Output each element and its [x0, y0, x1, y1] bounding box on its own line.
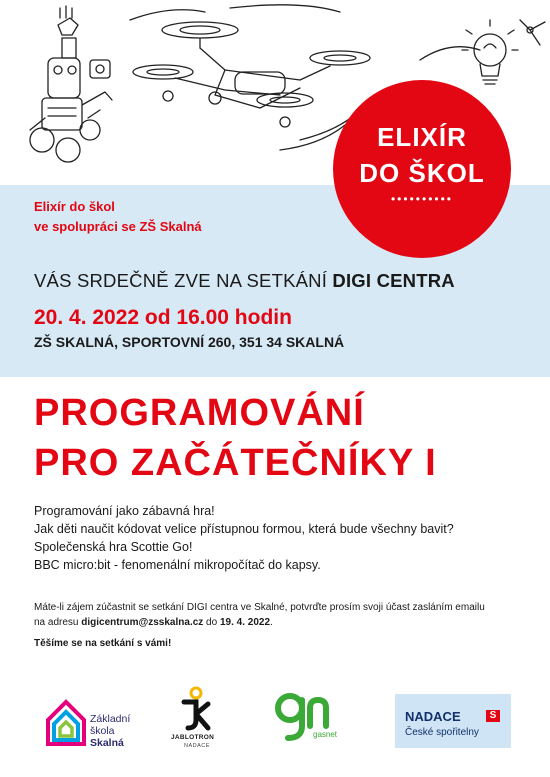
drone-icon — [133, 22, 370, 127]
invitation-highlight: DIGI CENTRA — [332, 270, 455, 291]
description-line: Jak děti naučit kódovat velice přístupnou formou, která bude všechny bavit? — [34, 522, 454, 536]
lightbulb-icon — [462, 20, 518, 84]
closing-text: Těšíme se na setkání s vámi! — [34, 638, 172, 649]
title-line1: PROGRAMOVÁNÍ — [34, 392, 365, 434]
nadace-logo-line1: NADACE — [405, 709, 461, 724]
registration-deadline: 19. 4. 2022 — [219, 617, 271, 628]
robot-icon — [30, 6, 112, 162]
event-address: ZŠ SKALNÁ, SPORTOVNÍ 260, 351 34 SKALNÁ — [34, 334, 345, 350]
jablotron-logo-icon — [178, 686, 212, 732]
badge-line2: DO ŠKOL — [359, 158, 485, 188]
organizer-line1: Elixír do škol — [34, 199, 115, 214]
nadace-logo-line2: České spořitelny — [405, 727, 479, 738]
registration-email[interactable]: digicentrum@zsskalna.cz — [81, 617, 204, 628]
school-logo-line1: Základní — [90, 713, 131, 725]
title-line2: PRO ZAČÁTEČNÍKY I — [34, 442, 437, 484]
description-line: Programování jako zábavná hra! — [34, 504, 215, 518]
jablotron-logo-line1: JABLOTRON — [171, 734, 215, 741]
nadace-s-icon: S — [486, 710, 500, 722]
invitation-text — [34, 270, 455, 292]
propeller-icon — [520, 20, 545, 45]
event-datetime: 20. 4. 2022 od 16.00 hodin — [34, 306, 292, 329]
registration-prefix: na adresu — [34, 617, 82, 628]
badge-dots: •••••••••• — [390, 192, 453, 206]
registration-suffix: . — [270, 617, 273, 628]
organizer-line2: ve spolupráci se ZŠ Skalná — [34, 219, 202, 234]
registration-note — [34, 600, 485, 630]
description-line: BBC micro:bit - fenomenální mikropočítač do kapsy. — [34, 558, 321, 572]
school-logo-line3: Skalná — [90, 737, 124, 749]
school-logo-line2: škola — [90, 725, 115, 737]
description — [34, 502, 454, 574]
elixir-badge — [333, 80, 511, 258]
invitation-prefix: VÁS SRDEČNĚ ZVE NA SETKÁNÍ — [34, 270, 333, 291]
registration-middle: do — [203, 617, 220, 628]
jablotron-logo-line2: NADACE — [184, 743, 210, 749]
description-line: Společenská hra Scottie Go! — [34, 540, 193, 554]
gasnet-logo-text: gasnet — [313, 730, 338, 739]
badge-line1: ELIXÍR — [377, 122, 467, 152]
school-logo-icon — [44, 696, 88, 748]
registration-line2 — [34, 615, 485, 630]
registration-line1: Máte-li zájem zúčastnit se setkání DIGI centra ve Skalné, potvrďte prosím svoji účast zasláním emailu — [34, 602, 485, 613]
